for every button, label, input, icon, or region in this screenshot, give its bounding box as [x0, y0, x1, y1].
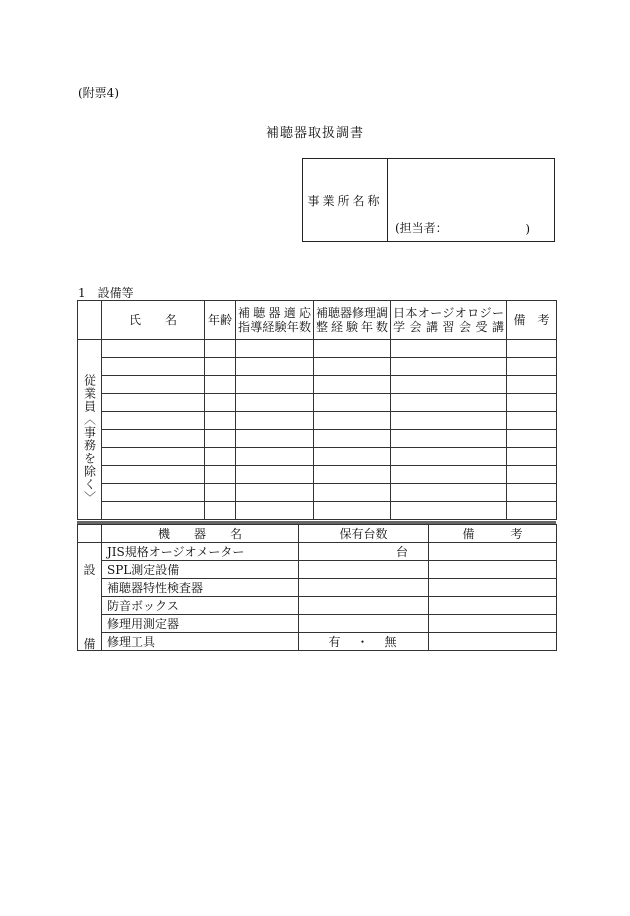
- staff-remarks-cell[interactable]: [507, 358, 557, 376]
- equipment-name: 補聴器特性検査器: [102, 579, 299, 597]
- staff-repair-cell[interactable]: [314, 340, 391, 358]
- form-tag: (附票4): [78, 86, 119, 100]
- staff-name-cell[interactable]: [102, 430, 205, 448]
- contact-person-close: ): [525, 222, 530, 236]
- staff-age-cell[interactable]: [205, 412, 236, 430]
- staff-name-cell[interactable]: [102, 358, 205, 376]
- office-box: [302, 158, 555, 242]
- equipment-side-label: 設 備: [78, 543, 102, 651]
- header-repair-experience: 補聴器修理調 整経験年数: [314, 301, 391, 340]
- equipment-name: 修理工具: [102, 633, 299, 651]
- staff-remarks-cell[interactable]: [507, 502, 557, 520]
- equip-header-count: 保有台数: [299, 525, 429, 543]
- staff-row: [78, 358, 557, 376]
- equipment-row: [78, 579, 557, 597]
- header-age: 年齢: [205, 301, 236, 340]
- staff-row: [78, 412, 557, 430]
- equipment-remarks-cell[interactable]: [429, 597, 557, 615]
- staff-name-cell[interactable]: [102, 502, 205, 520]
- staff-course-cell[interactable]: [391, 376, 507, 394]
- staff-remarks-cell[interactable]: [507, 466, 557, 484]
- staff-course-cell[interactable]: [391, 412, 507, 430]
- equipment-count-cell[interactable]: [299, 597, 429, 615]
- staff-age-cell[interactable]: [205, 376, 236, 394]
- staff-fitting-cell[interactable]: [236, 448, 314, 466]
- equipment-count-cell[interactable]: [299, 615, 429, 633]
- equipment-count-cell[interactable]: [299, 561, 429, 579]
- staff-row: [78, 448, 557, 466]
- staff-age-cell[interactable]: [205, 394, 236, 412]
- staff-row: [78, 376, 557, 394]
- staff-fitting-cell[interactable]: [236, 376, 314, 394]
- staff-remarks-cell[interactable]: [507, 394, 557, 412]
- staff-repair-cell[interactable]: [314, 466, 391, 484]
- staff-repair-cell[interactable]: [314, 484, 391, 502]
- equipment-row: [78, 633, 557, 651]
- staff-fitting-cell[interactable]: [236, 502, 314, 520]
- staff-fitting-cell[interactable]: [236, 358, 314, 376]
- equipment-row: [78, 615, 557, 633]
- equipment-name: SPL測定設備: [102, 561, 299, 579]
- staff-repair-cell[interactable]: [314, 376, 391, 394]
- equipment-row: [78, 543, 557, 561]
- staff-remarks-cell[interactable]: [507, 412, 557, 430]
- equipment-remarks-cell[interactable]: [429, 579, 557, 597]
- staff-course-cell[interactable]: [391, 484, 507, 502]
- header-name: 氏 名: [102, 301, 205, 340]
- staff-row: [78, 502, 557, 520]
- staff-repair-cell[interactable]: [314, 430, 391, 448]
- staff-remarks-cell[interactable]: [507, 376, 557, 394]
- equipment-count-cell[interactable]: [299, 579, 429, 597]
- equipment-name: 修理用測定器: [102, 615, 299, 633]
- contact-person-label: (担当者：: [395, 221, 448, 235]
- header-remarks: 備 考: [507, 301, 557, 340]
- staff-remarks-cell[interactable]: [507, 430, 557, 448]
- staff-name-cell[interactable]: [102, 448, 205, 466]
- staff-course-cell[interactable]: [391, 340, 507, 358]
- staff-repair-cell[interactable]: [314, 448, 391, 466]
- equip-header-remarks: 備 考: [429, 525, 557, 543]
- equipment-table: [77, 524, 557, 651]
- equipment-table-header: [78, 525, 557, 543]
- staff-age-cell[interactable]: [205, 502, 236, 520]
- header-audiology-course: 日本オージオロジー 学会講習会受講: [391, 301, 507, 340]
- staff-course-cell[interactable]: [391, 448, 507, 466]
- staff-course-cell[interactable]: [391, 430, 507, 448]
- staff-repair-cell[interactable]: [314, 502, 391, 520]
- staff-course-cell[interactable]: [391, 502, 507, 520]
- equipment-row: [78, 597, 557, 615]
- document-title: 補聴器取扱調書: [265, 126, 364, 141]
- staff-side-label: 従業員〈事務を除く〉: [78, 340, 102, 520]
- staff-age-cell[interactable]: [205, 358, 236, 376]
- staff-age-cell[interactable]: [205, 340, 236, 358]
- equipment-remarks-cell[interactable]: [429, 633, 557, 651]
- staff-row: [78, 466, 557, 484]
- equip-header-blank: [78, 525, 102, 543]
- equipment-count-cell[interactable]: 台: [299, 543, 429, 561]
- header-blank: [78, 301, 102, 340]
- equip-header-device: 機 器 名: [102, 525, 299, 543]
- staff-course-cell[interactable]: [391, 358, 507, 376]
- equipment-name: 防音ボックス: [102, 597, 299, 615]
- equipment-remarks-cell[interactable]: [429, 543, 557, 561]
- staff-name-cell[interactable]: [102, 412, 205, 430]
- staff-fitting-cell[interactable]: [236, 340, 314, 358]
- equipment-remarks-cell[interactable]: [429, 615, 557, 633]
- staff-name-cell[interactable]: [102, 394, 205, 412]
- staff-row: [78, 430, 557, 448]
- staff-name-cell[interactable]: [102, 376, 205, 394]
- office-name-label: 事業所名称: [303, 159, 388, 241]
- staff-repair-cell[interactable]: [314, 394, 391, 412]
- staff-table: [77, 300, 557, 520]
- staff-row: [78, 394, 557, 412]
- staff-fitting-cell[interactable]: [236, 394, 314, 412]
- staff-age-cell[interactable]: [205, 430, 236, 448]
- staff-fitting-cell[interactable]: [236, 484, 314, 502]
- equipment-row: [78, 561, 557, 579]
- staff-remarks-cell[interactable]: [507, 484, 557, 502]
- staff-row: [78, 340, 557, 358]
- repair-tools-yes-no[interactable]: 有 ・ 無: [299, 633, 429, 651]
- staff-age-cell[interactable]: [205, 484, 236, 502]
- staff-age-cell[interactable]: [205, 466, 236, 484]
- staff-table-header: [78, 301, 557, 340]
- staff-fitting-cell[interactable]: [236, 430, 314, 448]
- staff-row: [78, 484, 557, 502]
- staff-fitting-cell[interactable]: [236, 412, 314, 430]
- equipment-name: JIS規格オージオメーター: [102, 543, 299, 561]
- staff-fitting-cell[interactable]: [236, 466, 314, 484]
- section-heading: 1 設備等: [78, 286, 134, 300]
- staff-remarks-cell[interactable]: [507, 448, 557, 466]
- staff-name-cell[interactable]: [102, 466, 205, 484]
- staff-age-cell[interactable]: [205, 448, 236, 466]
- staff-repair-cell[interactable]: [314, 358, 391, 376]
- staff-remarks-cell[interactable]: [507, 340, 557, 358]
- header-fitting-experience: 補聴器適応 指導経験年数: [236, 301, 314, 340]
- staff-course-cell[interactable]: [391, 394, 507, 412]
- equipment-remarks-cell[interactable]: [429, 561, 557, 579]
- staff-course-cell[interactable]: [391, 466, 507, 484]
- staff-name-cell[interactable]: [102, 340, 205, 358]
- staff-repair-cell[interactable]: [314, 412, 391, 430]
- staff-name-cell[interactable]: [102, 484, 205, 502]
